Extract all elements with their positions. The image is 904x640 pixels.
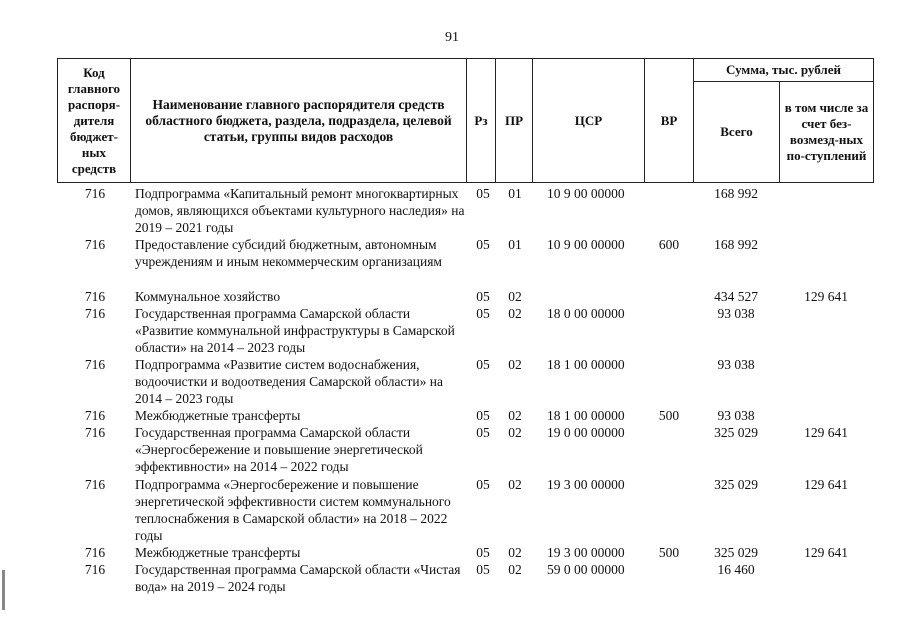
cell-rz: 05 xyxy=(476,186,490,201)
header-name: Наименование главного распорядителя средств областного бюджета, раздела, подраздела, целевой статьи, группы видов расходов xyxy=(130,58,467,183)
cell-name: Государственная программа Самарской области «Чистая вода» на 2019 – 2024 годы xyxy=(135,562,461,594)
cell-name: Государственная программа Самарской области «Энергосбережение и повышение энергетической эффективности» на 2014 – 2022 годы xyxy=(135,425,423,474)
cell-total: 93 038 xyxy=(717,408,755,423)
cell-total: 168 992 xyxy=(714,186,758,201)
header-vr: ВР xyxy=(644,58,694,183)
cell-name: Межбюджетные трансферты xyxy=(135,408,301,423)
cell-csr: 18 1 00 00000 xyxy=(547,357,625,372)
cell-pr: 02 xyxy=(508,289,522,304)
header-csr: ЦСР xyxy=(532,58,645,183)
cell-vr: 600 xyxy=(658,237,680,252)
cell-rz: 05 xyxy=(476,289,490,304)
cell-name: Межбюджетные трансферты xyxy=(135,545,301,560)
cell-total: 325 029 xyxy=(714,425,758,440)
cell-total: 16 460 xyxy=(717,562,755,577)
cell-rz: 05 xyxy=(476,477,490,492)
page-number: 91 xyxy=(445,30,459,45)
cell-name: Предоставление субсидий бюджетным, автономным учреждениям и иным некоммерческим организациям xyxy=(135,237,442,269)
cell-code: 716 xyxy=(84,477,106,492)
cell-csr: 19 0 00 00000 xyxy=(547,425,625,440)
cell-rz: 05 xyxy=(476,562,490,577)
cell-rz: 05 xyxy=(476,545,490,560)
cell-total: 325 029 xyxy=(714,545,758,560)
cell-csr: 10 9 00 00000 xyxy=(547,237,625,252)
header-code: Код главного распоря-дителя бюджет-ных средств xyxy=(57,58,131,183)
cell-free: 129 641 xyxy=(804,545,848,560)
cell-rz: 05 xyxy=(476,237,490,252)
cell-pr: 02 xyxy=(508,425,522,440)
cell-code: 716 xyxy=(84,357,106,372)
cell-code: 716 xyxy=(84,306,106,321)
cell-free: 129 641 xyxy=(804,289,848,304)
scan-artifact xyxy=(2,570,5,610)
cell-csr: 19 3 00 00000 xyxy=(547,477,625,492)
cell-csr: 10 9 00 00000 xyxy=(547,186,625,201)
cell-rz: 05 xyxy=(476,357,490,372)
cell-vr: 500 xyxy=(658,408,680,423)
cell-code: 716 xyxy=(84,237,106,252)
cell-rz: 05 xyxy=(476,306,490,321)
cell-name: Государственная программа Самарской области «Развитие коммунальной инфраструктуры в Самарской области» на 2014 – 2023 годы xyxy=(135,306,455,355)
cell-name: Коммунальное хозяйство xyxy=(135,289,281,304)
cell-name: Подпрограмма «Развитие систем водоснабжения, водоочистки и водоотведения Самарской области» на 2014 – 2023 годы xyxy=(135,357,443,406)
cell-code: 716 xyxy=(84,289,106,304)
header-free: в том числе за счет без-возмезд-ных по-ступлений xyxy=(779,81,874,183)
cell-csr: 59 0 00 00000 xyxy=(547,562,625,577)
cell-free: 129 641 xyxy=(804,477,848,492)
cell-name: Подпрограмма «Капитальный ремонт многоквартирных домов, являющихся объектами культурного наследия» на 2019 – 2021 годы xyxy=(135,186,465,235)
cell-total: 93 038 xyxy=(717,357,755,372)
cell-total: 325 029 xyxy=(714,477,758,492)
cell-code: 716 xyxy=(84,186,106,201)
cell-pr: 01 xyxy=(508,237,522,252)
cell-code: 716 xyxy=(84,562,106,577)
cell-pr: 01 xyxy=(508,186,522,201)
cell-code: 716 xyxy=(84,425,106,440)
cell-free: 129 641 xyxy=(804,425,848,440)
cell-vr: 500 xyxy=(658,545,680,560)
cell-csr: 18 0 00 00000 xyxy=(547,306,625,321)
header-sum: Сумма, тыс. рублей xyxy=(693,58,874,82)
cell-pr: 02 xyxy=(508,477,522,492)
header-total: Всего xyxy=(693,81,780,183)
cell-pr: 02 xyxy=(508,408,522,423)
cell-pr: 02 xyxy=(508,357,522,372)
header-pr: ПР xyxy=(495,58,533,183)
cell-code: 716 xyxy=(84,408,106,423)
cell-total: 434 527 xyxy=(714,289,758,304)
header-rz: Рз xyxy=(466,58,496,183)
cell-total: 168 992 xyxy=(714,237,758,252)
cell-rz: 05 xyxy=(476,408,490,423)
cell-code: 716 xyxy=(84,545,106,560)
cell-name: Подпрограмма «Энергосбережение и повышение энергетической эффективности систем коммунального теплоснабжения в Самарской области» на 2018 – 2022 годы xyxy=(135,477,451,543)
cell-pr: 02 xyxy=(508,306,522,321)
cell-rz: 05 xyxy=(476,425,490,440)
cell-total: 93 038 xyxy=(717,306,755,321)
cell-csr: 19 3 00 00000 xyxy=(547,545,625,560)
cell-pr: 02 xyxy=(508,545,522,560)
cell-pr: 02 xyxy=(508,562,522,577)
cell-csr: 18 1 00 00000 xyxy=(547,408,625,423)
